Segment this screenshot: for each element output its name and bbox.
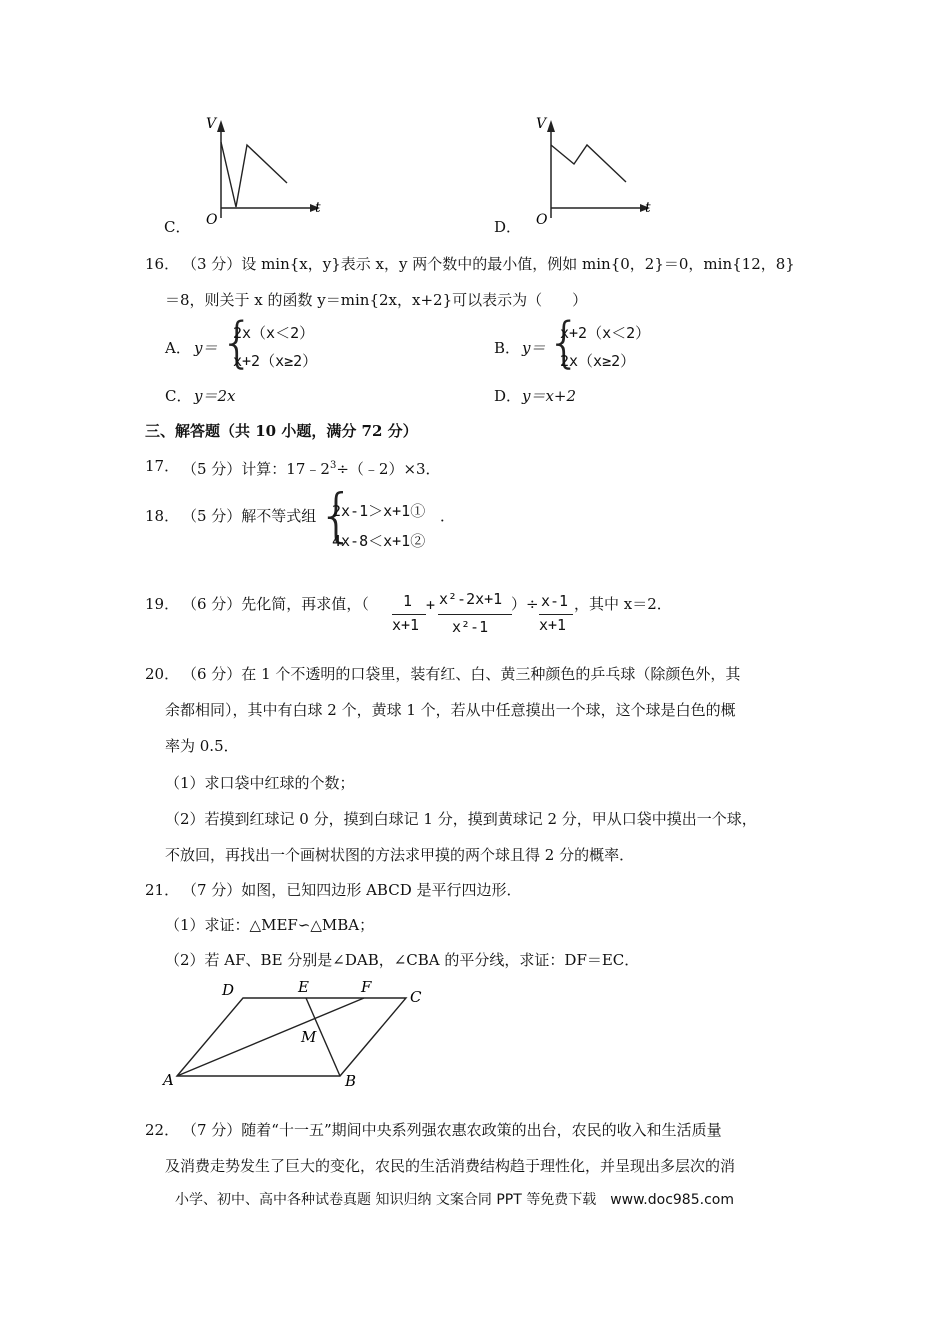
graph-d-axis-t: t <box>645 200 651 216</box>
q18-end: ． <box>440 507 456 525</box>
q16-option-b-label: B． <box>494 339 521 357</box>
q19-tail: ，其中 x＝2． <box>574 595 672 613</box>
q19-f3-bar <box>539 614 573 615</box>
q19-f2-den: x²-1 <box>452 618 489 636</box>
q17-text <box>182 456 441 479</box>
segment-af <box>177 998 364 1076</box>
q19-number: 19． <box>145 595 180 613</box>
q16-option-a-brace: { <box>220 311 255 374</box>
label-f: F <box>361 978 372 996</box>
q22-line2: 及消费走势发生了巨大的变化，农民的生活消费结构趋于理性化，并呈现出多层次的消 <box>165 1157 736 1175</box>
q16-option-b-brace: { <box>547 311 582 374</box>
q16-option-a-case2: x+2（x≥2） <box>233 352 318 370</box>
q19-f3-den: x+1 <box>539 616 567 634</box>
q21-number: 21． <box>145 881 180 899</box>
q20-line3: 率为 0.5． <box>165 737 239 755</box>
q19-div: ）÷ <box>511 595 539 613</box>
q16-option-c-label: C． <box>165 387 192 405</box>
graph-d-curve <box>551 145 626 182</box>
label-m: M <box>301 1028 317 1046</box>
q22-number: 22． <box>145 1121 180 1139</box>
q16-option-b-case1: x+2（x＜2） <box>560 324 651 342</box>
q16-option-a-label: A． <box>165 339 191 357</box>
q19-text: （6 分）先化简，再求值，（ <box>182 595 369 613</box>
q18-text: （5 分）解不等式组 <box>182 507 317 525</box>
q17-sup: 3 <box>329 460 337 471</box>
q16-option-c-text: y＝2x <box>194 387 236 405</box>
label-a: A <box>163 1071 174 1089</box>
section-3-title: 三、解答题（共 10 小题，满分 72 分） <box>145 422 418 440</box>
q17-text-b: ÷（﹣2）×3． <box>336 460 441 478</box>
label-e: E <box>298 978 309 996</box>
graph-c-curve <box>221 142 287 207</box>
parallelogram-abcd <box>177 998 406 1076</box>
q19-f1-den: x+1 <box>392 616 420 634</box>
q17-text-a: （5 分）计算：17﹣2 <box>182 460 330 478</box>
q20-number: 20． <box>145 665 180 683</box>
q18-brace: { <box>318 481 355 549</box>
q21-figure <box>155 975 435 1095</box>
q19-f2-bar <box>438 614 512 615</box>
parallelogram-figure <box>155 975 435 1095</box>
label-d: D <box>222 981 235 999</box>
q16-number: 16． <box>145 255 180 273</box>
q20-sub1: （1）求口袋中红球的个数； <box>165 774 355 792</box>
v-axis-arrow <box>217 120 225 132</box>
q16-option-b-lhs: y＝ <box>522 339 546 357</box>
q19-f1-num: 1 <box>403 592 413 610</box>
graph-c-axis-t: t <box>315 200 321 216</box>
graph-d-label: D． <box>494 218 522 236</box>
q20-line2: 余都相同），其中有白球 2 个，黄球 1 个，若从中任意摸出一个球，这个球是白色的概 <box>165 701 736 719</box>
graph-c-axis-v: V <box>206 116 217 132</box>
q16-option-d-label: D． <box>494 387 522 405</box>
q16-line2: ＝8，则关于 x 的函数 y＝min{2x，x+2}可以表示为（ ） <box>165 291 588 309</box>
q19-f1-bar <box>392 614 426 615</box>
q22-line1: （7 分）随着“十一五”期间中央系列强农惠农政策的出台，农民的收入和生活质量 <box>182 1121 722 1139</box>
q19-plus: + <box>426 596 436 614</box>
graph-c-origin: O <box>206 212 218 228</box>
q20-sub2a: （2）若摸到红球记 0 分，摸到白球记 1 分，摸到黄球记 2 分，甲从口袋中摸出一个球， <box>165 810 757 828</box>
q16-option-b-case2: 2x（x≥2） <box>560 352 636 370</box>
q16-option-a-lhs: y＝ <box>194 339 218 357</box>
q16-option-d-text: y＝x+2 <box>522 387 577 405</box>
q20-sub2b: 不放回，再找出一个画树状图的方法求甲摸的两个球且得 2 分的概率． <box>165 846 635 864</box>
label-c: C <box>410 988 422 1006</box>
label-b: B <box>345 1072 357 1090</box>
graph-d-origin: O <box>536 212 548 228</box>
footer-text: 小学、初中、高中各种试卷真题 知识归纳 文案合同 PPT 等免费下载 www.doc985.com <box>175 1192 734 1208</box>
q21-sub2: （2）若 AF、BE 分别是∠DAB，∠CBA 的平分线，求证：DF＝EC． <box>165 951 640 969</box>
q16-option-a-case1: 2x（x＜2） <box>233 324 315 342</box>
q18-number: 18． <box>145 507 180 525</box>
q17-number: 17． <box>145 457 180 475</box>
q21-line1: （7 分）如图，已知四边形 ABCD 是平行四边形． <box>182 881 522 899</box>
q19-f3-num: x-1 <box>541 592 569 610</box>
q16-line1: （3 分）设 min{x，y}表示 x，y 两个数中的最小值，例如 min{0，2}＝0，min{12，8} <box>182 255 795 273</box>
q18-ineq2: 4x-8＜x+1② <box>332 532 426 550</box>
q20-line1: （6 分）在 1 个不透明的口袋里，装有红、白、黄三种颜色的乒乓球（除颜色外，其 <box>182 665 741 683</box>
graph-c-label: C． <box>164 218 191 236</box>
graph-d-axis-v: V <box>536 116 547 132</box>
q19-f2-num: x²-2x+1 <box>439 590 503 608</box>
q18-ineq1: 2x-1＞x+1① <box>332 502 426 520</box>
v-axis-arrow <box>547 120 555 132</box>
q21-sub1: （1）求证：△MEF∽△MBA； <box>165 916 375 934</box>
